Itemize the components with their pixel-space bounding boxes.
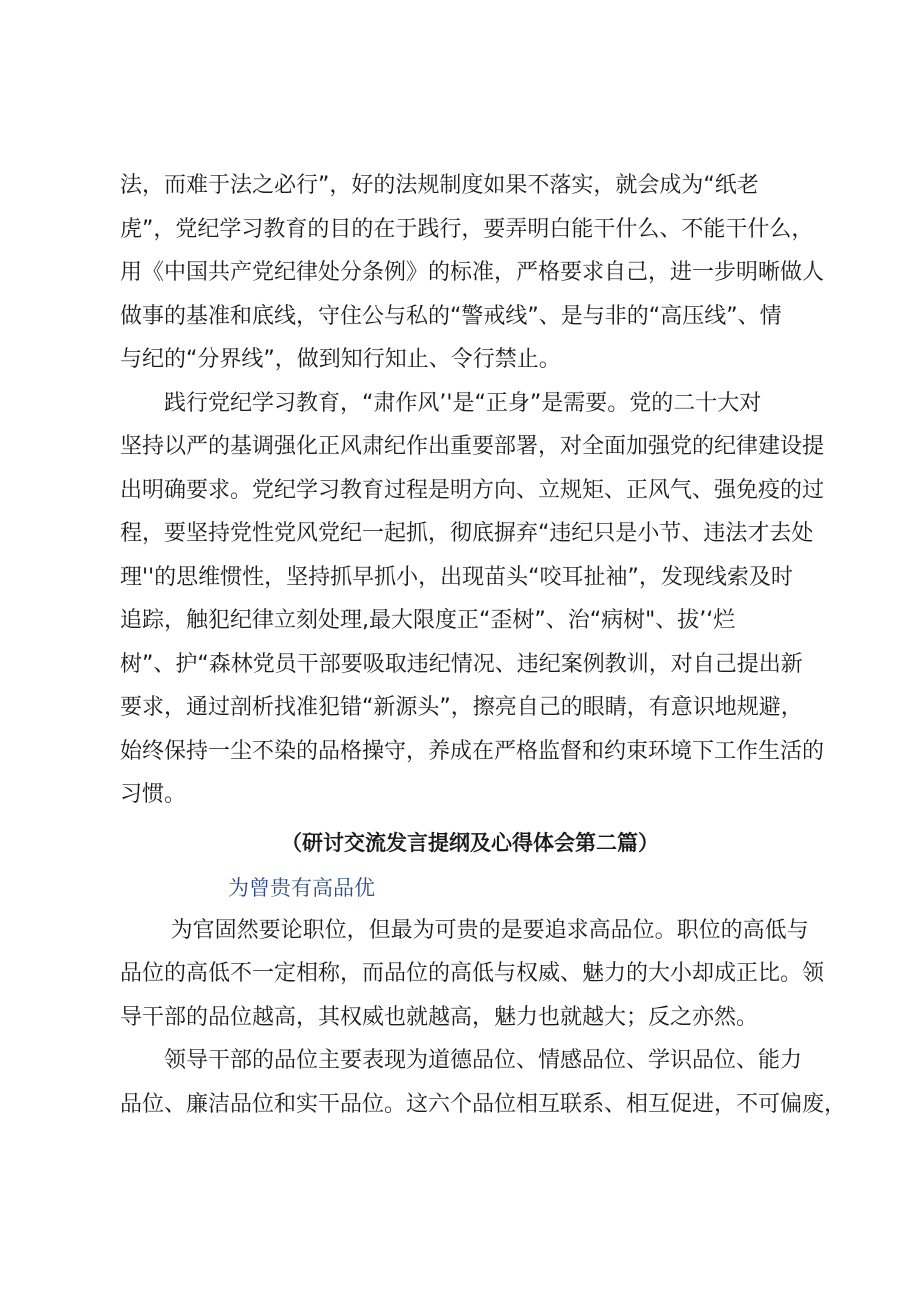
text-line: 品位的高低不一定相称，而品位的高低与权威、魅力的大小却成正比。领	[120, 961, 825, 986]
text-line: 法，而难于法之必行”，好的法规制度如果不落实，就会成为“纸老	[120, 173, 759, 198]
text-line: 做事的基准和底线，守住公与私的“警戒线”、是与非的“高压线”、情	[120, 303, 782, 329]
text-line: 用《中国共产党纪律处分条例》的标准，严格要求自己，进一步明晰做人	[120, 260, 825, 285]
text-line: 践行党纪学习教育，“肃作风’'是“正身”是需要。党的二十大对	[164, 390, 762, 416]
document-body	[120, 164, 847, 1126]
text-line: 品位、廉洁品位和实干品位。这六个品位相互联系、相互促进，不可偏废，	[120, 1091, 847, 1117]
text-line: 追踪，触犯纪律立刻处理,最大限度正“歪树”、治“病树"、拔’‘烂	[120, 608, 736, 633]
text-line: 坚持以严的基调强化正风肃纪作出重要部署，对全面加强党的纪律建设提	[120, 434, 825, 459]
text-line: 要求，通过剖析找准犯错“新源头”，擦亮自己的眼睛，有意识地规避，	[120, 695, 803, 720]
text-line: 出明确要求。党纪学习教育过程是明方向、立规矩、正风气、强免疫的过	[120, 477, 825, 503]
text-line: 领导干部的品位主要表现为道德品位、情感品位、学识品位、能力	[164, 1048, 803, 1073]
paragraph-1	[120, 164, 825, 382]
paragraph-4	[120, 1039, 847, 1126]
text-line: 与纪的“分界线”，做到知行知止、令行禁止。	[120, 347, 561, 372]
section-title: （研讨交流发言提纲及心得体会第二篇）	[281, 830, 659, 855]
text-line: 习惯。	[120, 782, 187, 807]
section-subtitle: 为曾贵有高品优	[228, 875, 375, 900]
text-line: 始终保持一尘不染的品格操守，养成在严格监督和约束环境下工作生活的	[120, 738, 825, 764]
text-line: 为官固然要论职位，但最为可贵的是要追求高品位。职位的高低与	[170, 917, 809, 943]
text-line: 理''的思维惯性，坚持抓早抓小，出现苗头“咬耳扯袖”，发现线索及时	[120, 564, 793, 590]
text-line: 树”、护“森林党员干部要吸取违纪情况、违纪案例教训，对自己提出新	[120, 651, 803, 677]
text-line: 虎”，党纪学习教育的目的在于践行，要弄明白能干什么、不能干什么，	[120, 216, 814, 242]
paragraph-2	[120, 382, 825, 817]
text-line: 程，要坚持党性党风党纪一起抓，彻底摒弃“违纪只是小节、违法才去处	[120, 521, 814, 546]
paragraph-3	[120, 909, 825, 1040]
text-line: 导干部的品位越高，其权威也就越高，魅力也就越大；反之亦然。	[120, 1004, 759, 1030]
